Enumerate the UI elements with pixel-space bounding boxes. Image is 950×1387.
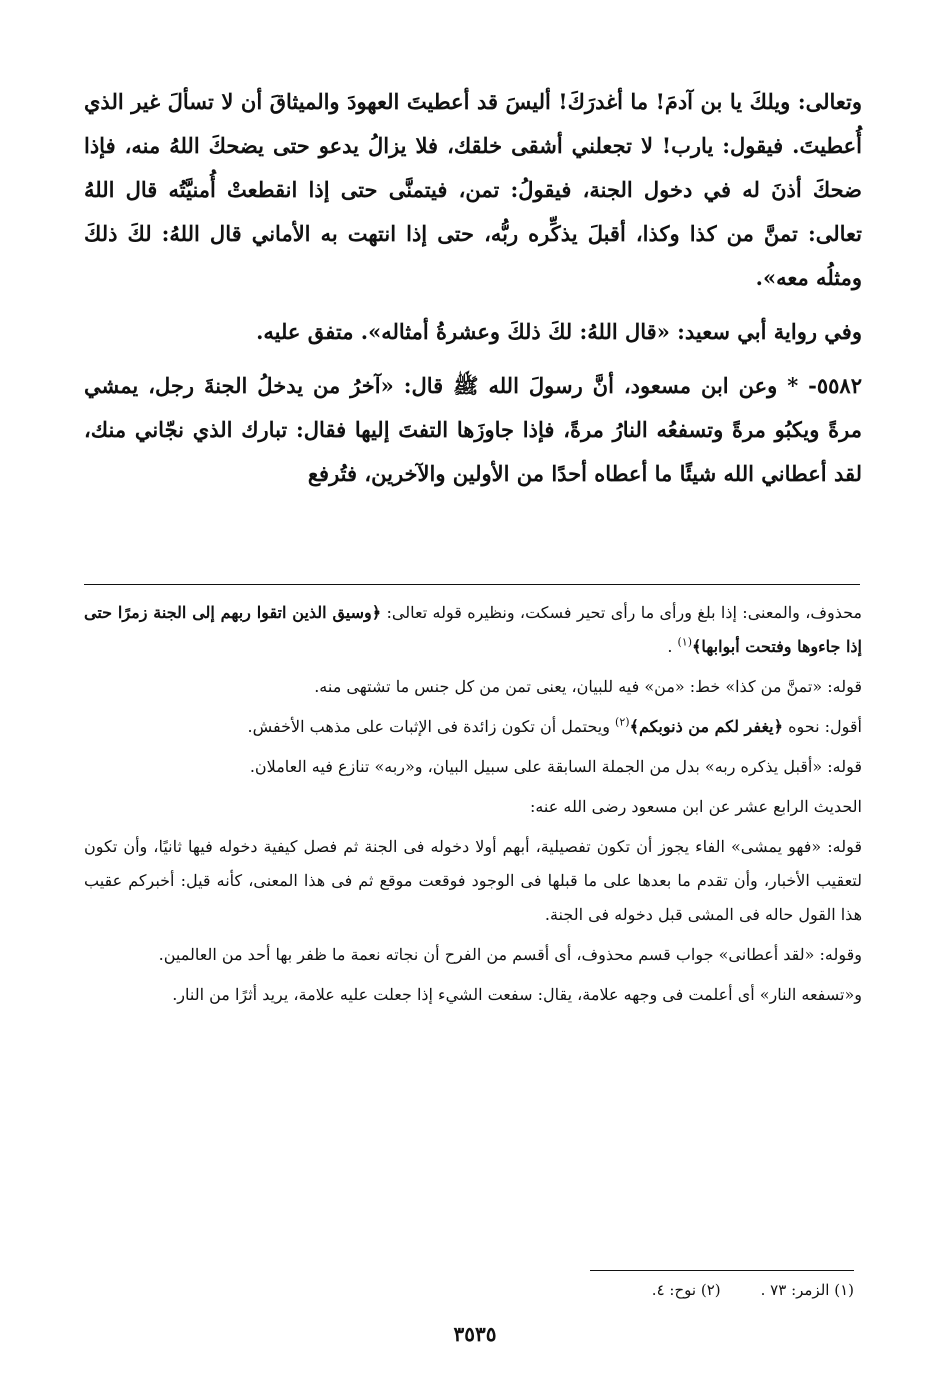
footnotes xyxy=(612,1278,854,1302)
hadith-paragraph: ٥٥٨٢- * وعن ابن مسعود، أنَّ رسولَ الله ﷺ قال: «آخرُ من يدخلُ الجنةَ رجل، يمشي مرةً ويكبُو مرةً وتسفعُه النارُ مرةً، فإذا جاوزَها التفتَ إليها فقال: تبارك الذي نجّاني منك، لقد أعطاني الله شيئًا ما أعطاه أحدًا من الأولين والآخرين، فتُرفع xyxy=(84,373,862,486)
page-number: ٣٥٣٥ xyxy=(453,1322,497,1346)
commentary-text: أقول: نحوه xyxy=(783,717,862,736)
quran-quote: ﴿وسيق الذين اتقوا ربهم إلى الجنة زمرًا حتى إذا جاءوها وفتحت أبوابها﴾ xyxy=(84,603,862,656)
commentary-paragraph xyxy=(84,596,862,664)
quran-quote: ﴿يغفر لكم من ذنوبكم﴾ xyxy=(629,717,784,736)
commentary-paragraph: قوله: «أقبل يذكره ربه» بدل من الجملة السابقة على سبيل البيان، و«ربه» تنازع فيه العاملان. xyxy=(249,757,862,776)
commentary-paragraph: وقوله: «لقد أعطانى» جواب قسم محذوف، أى أقسم من الفرح أن نجاته نعمة ما ظفر بها أحد من العالمين. xyxy=(158,945,862,964)
commentary-text: . xyxy=(667,637,678,656)
section-divider xyxy=(84,584,860,585)
hadith-paragraph: وفي رواية أبي سعيد: «قال اللهُ: لكَ ذلكَ وعشرةُ أمثاله». متفق عليه. xyxy=(256,319,862,344)
commentary-paragraph: قوله: «فهو يمشى» الفاء يجوز أن تكون تفصيلية، أبهم أولا دخوله فى الجنة ثم فصل كيفية دخوله فيها ثانيًا، وأن تكون لتعقيب الأخبار، وأن تقدم ما بعدها على ما قبلها فى الوجود فوقعت موقع ثم فى هذا المعنى، كأنه قيل: أخبركم عقيب هذا القول حاله فى المشى قبل دخوله فى الجنة. xyxy=(84,837,862,924)
commentary-paragraph xyxy=(84,710,862,744)
commentary-text: محذوف، والمعنى: إذا بلغ ورأى ما رأى تحير فسكت، ونظيره قوله تعالى: xyxy=(381,603,862,622)
commentary xyxy=(84,596,862,1018)
commentary-paragraph: و«تسفعه النار» أى أعلمت فى وجهه علامة، يقال: سفعت الشيء إذا جعلت عليه علامة، يريد أثرًا من النار. xyxy=(172,985,862,1004)
commentary-text: ويحتمل أن تكون زائدة فى الإثبات على مذهب الأخفش. xyxy=(247,717,616,736)
footnote-ref[interactable]: (٢) xyxy=(615,715,630,729)
footnote-ref[interactable]: (١) xyxy=(677,635,693,649)
footnote: (٢) نوح: ٤. xyxy=(651,1281,721,1299)
footnote-divider xyxy=(590,1270,854,1271)
hadith-text xyxy=(84,80,862,496)
footnote: (١) الزمر: ٧٣ . xyxy=(760,1281,854,1299)
commentary-heading: الحديث الرابع عشر عن ابن مسعود رضى الله عنه: xyxy=(529,797,862,816)
hadith-paragraph: وتعالى: ويلكَ يا بن آدمَ! ما أغدرَكَ! أليسَ قد أعطيتَ العهودَ والميثاقَ أن لا تسألَ غير الذي أُعطيتَ. فيقول: يارب! لا تجعلني أشقى خلقك، فلا يزالُ يدعو حتى يضحكَ اللهُ منه، فإذا ضحكَ أذنَ له في دخول الجنة، فيقولُ: تمن، فيتمنَّى حتى إذا انقطعتْ أُمنيَّتُه قال اللهُ تعالى: تمنَّ من كذا وكذا، أقبلَ يذكِّره ربُّه، حتى إذا انتهت به الأماني قال اللهُ: لكَ ذلكَ ومثلُه معه». xyxy=(84,89,862,290)
commentary-paragraph: قوله: «تمنَّ من كذا» خط: «من» فيه للبيان، يعنى تمن من كل جنس ما تشتهى منه. xyxy=(314,677,862,696)
